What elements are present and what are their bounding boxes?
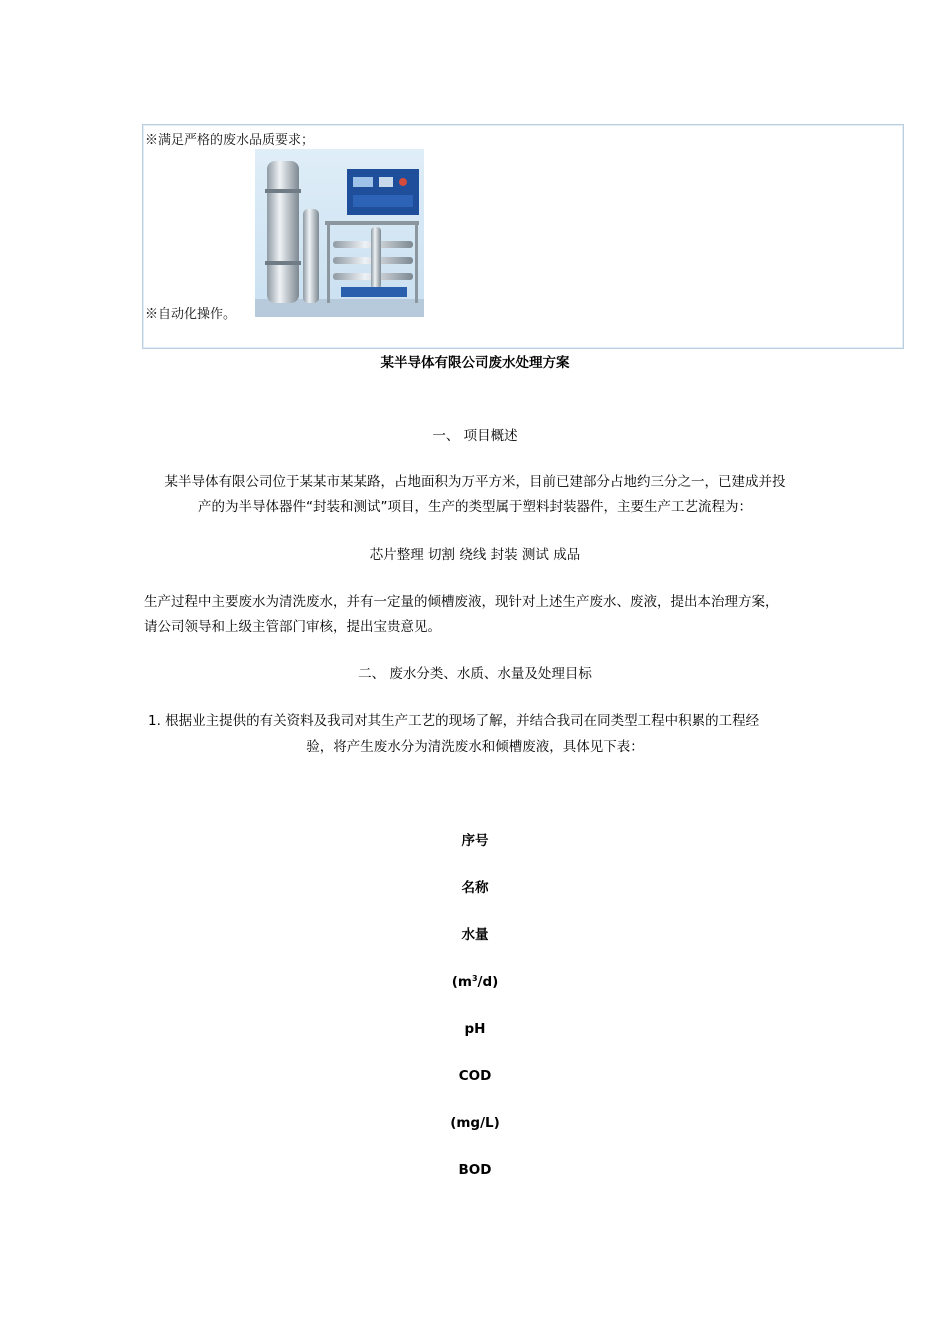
table-header-name: 名称	[461, 880, 489, 896]
list-item-1-line2: 验，将产生废水分为清洗废水和倾槽废液，具体见下表：	[306, 739, 644, 755]
section-heading-classification: 二、 废水分类、水质、水量及处理目标	[358, 666, 592, 682]
note-quality: ※满足严格的废水品质要求；	[145, 133, 315, 148]
table-header-bod: BOD	[458, 1162, 492, 1178]
table-header-volume: 水量	[461, 927, 489, 943]
equipment-note-box	[142, 124, 904, 349]
process-flow: 芯片整理 切割 绕线 封装 测试 成品	[369, 547, 581, 563]
water-treatment-equipment-photo	[255, 149, 424, 317]
list-item-1-line1: 1. 根据业主提供的有关资料及我司对其生产工艺的现场了解，并结合我司在同类型工程中积累的工程经	[148, 713, 760, 729]
table-header-cod-unit: (mg/L)	[450, 1115, 500, 1131]
document-title: 某半导体有限公司废水处理方案	[380, 355, 570, 371]
table-header-cod: COD	[458, 1068, 492, 1084]
table-header-index: 序号	[461, 833, 489, 849]
wastewater-paragraph-line2: 请公司领导和上级主管部门审核，提出宝贵意见。	[144, 619, 441, 635]
table-header-ph: pH	[464, 1021, 486, 1037]
overview-paragraph-line1: 某半导体有限公司位于某某市某某路，占地面积为万平方米，目前已建部分占地约三分之一，已建成并投	[164, 474, 786, 490]
wastewater-paragraph-line1: 生产过程中主要废水为清洗废水，并有一定量的倾槽废液，现针对上述生产废水、废液，提出本治理方案，	[144, 594, 779, 610]
section-heading-overview: 一、 项目概述	[432, 428, 518, 444]
table-header-volume-unit: $(m^3/d)$	[451, 974, 499, 990]
note-automation: ※自动化操作。	[145, 307, 237, 322]
overview-paragraph-line2: 产的为半导体器件“封装和测试”项目，生产的类型属于塑料封装器件，主要生产工艺流程为：	[198, 499, 752, 515]
